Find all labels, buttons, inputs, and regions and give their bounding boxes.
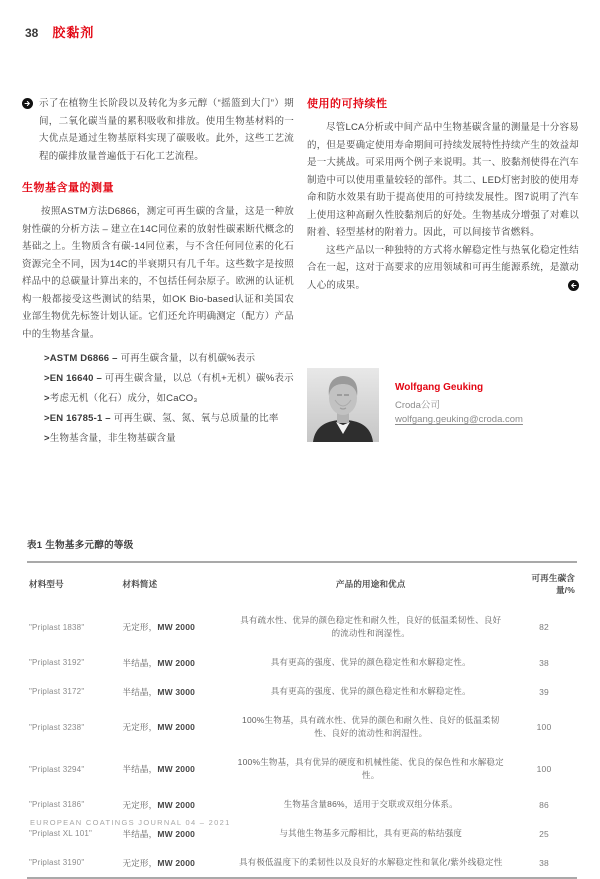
left-column — [22, 95, 294, 449]
author-meta — [395, 368, 523, 442]
author-block — [307, 368, 579, 442]
section-title: 胶黏剂 — [52, 25, 95, 40]
table-row: "Priplast 3186" 无定形，MW 2000 生物基含量86%，适用于交联或双组分体系。 86 — [29, 799, 549, 810]
page-number: 38 — [25, 26, 39, 40]
list-item: >考虑无机（化石）成分，如CaCO₃ — [44, 393, 198, 404]
table-title: 表1 生物基多元醇的等级 — [27, 540, 134, 551]
article-body — [22, 95, 580, 449]
author-email-link[interactable]: wolfgang.geuking@croda.com — [395, 414, 523, 425]
author-company: Croda公司 — [395, 400, 440, 411]
table-row: "Priplast 3294" 半结晶，MW 2000 100%生物基，具有优异的硬度和机械性能、优良的保色性和水解稳定性。 100 — [29, 757, 552, 780]
author-photo — [307, 368, 379, 442]
table-row: "Priplast XL 101" 半结晶，MW 2000 与其他生物基多元醇相比，具有更高的粘结强度 25 — [29, 828, 549, 839]
sustainability-paragraph-1: 尽管LCA分析或中间产品中生物基碳含量的测量是十分容易的，但是要确定使用寿命期间可持续发展特性持续产生的效益却是一大挑战。可采用两个例子来说明。其一、胶黏剂使得在汽车制造中可以使用重量较轻的部件。其二、LED灯密封胶的使用寿命和防水效果有助于提高使用的可持续发展性。图7说明了汽车上使用这种高耐久性胶黏剂后的好处。生物基成分增强了对难以附着、轻型基材的附着力。因此，可以间接节省燃料。 — [307, 122, 579, 238]
table-row: "Priplast 3172" 半结晶，MW 3000 具有更高的强度、优异的颜色稳定性和水解稳定性。 39 — [29, 686, 549, 697]
col-header-material-brief: 材料简述 — [122, 579, 158, 589]
table-row: "Priplast 3238" 无定形，MW 2000 100%生物基，具有疏水性、优异的颜色和耐久性、良好的低温柔韧性、良好的流动性和润湿性。 100 — [29, 715, 552, 738]
article-end-icon — [568, 280, 579, 291]
table-row: "Priplast 1838" 无定形，MW 2000 具有疏水性、优异的颜色稳定性和耐久性，良好的低温柔韧性、良好的流动性和润湿性。 82 — [29, 615, 549, 638]
list-item: >ASTM D6866 – 可再生碳含量，以有机碳%表示 — [44, 353, 256, 364]
journal-footer: EUROPEAN COATINGS JOURNAL 04 – 2021 — [30, 818, 231, 827]
col-header-material-type: 材料型号 — [29, 579, 64, 589]
heading-sustainability-in-use: 使用的可持续性 — [307, 98, 388, 110]
col-header-renewable-carbon: 可再生碳含量/% — [531, 573, 575, 595]
right-column — [307, 95, 579, 449]
measurement-paragraph: 按照ASTM方法D6866，测定可再生碳的含量，这是一种放射性碳的分析方法 – 建立在14C同位素的放射性碳素断代概念的基础之上。生物质含有碳-14同位素，与不含任何同位素的化石资源完全不同，因为14C的半衰期只有几千年。这些数字是按照样品中的总碳量计算出来的，不包括任何杂原子。欧洲的认证机构一般都接受这些测试的结果，如OK Bio-based认证和美国农业部生物优先标签计划认证。它们还允许明确测定（配方）产品中的生物基含量。 — [22, 206, 294, 340]
list-item: >EN 16785-1 – 可再生碳、氢、氮、氧与总质量的比率 — [44, 413, 279, 424]
intro-paragraph: 示了在植物生长阶段以及转化为多元醇（“摇篮到大门”）期间，二氧化碳当量的累积吸收和排放。使用生物基材料的一大优点是通过生物基原料实现了碳吸收。此外，这些工艺流程的碳排放量普遍低于石化工艺流程。 — [39, 98, 294, 162]
col-header-uses-advantages: 产品的用途和优点 — [335, 579, 406, 589]
table-row: "Priplast 3190" 无定形，MW 2000 具有极低温度下的柔韧性以及良好的水解稳定性和氧化/紫外线稳定性 38 — [29, 857, 549, 868]
standards-list — [44, 349, 294, 449]
heading-bio-content-measurement: 生物基含量的测量 — [22, 182, 114, 194]
table-block — [27, 537, 577, 879]
table-row: "Priplast 3192" 半结晶，MW 2000 具有更高的强度、优异的颜色稳定性和水解稳定性。 38 — [29, 657, 549, 668]
polyol-grades-table — [27, 561, 577, 879]
list-item: >生物基含量，非生物基碳含量 — [44, 433, 176, 444]
table-header-row — [27, 562, 577, 606]
continuation-arrow-icon — [22, 98, 33, 109]
sustainability-paragraph-2: 这些产品以一种独特的方式将水解稳定性与热氧化稳定性结合在一起，这对于高要求的应用领域和可再生能源系统，是激动人心的成果。 — [307, 244, 579, 291]
author-name: Wolfgang Geuking — [395, 382, 484, 393]
list-item: >EN 16640 – 可再生碳含量，以总（有机+无机）碳%表示 — [44, 373, 294, 384]
page-header — [25, 22, 94, 41]
